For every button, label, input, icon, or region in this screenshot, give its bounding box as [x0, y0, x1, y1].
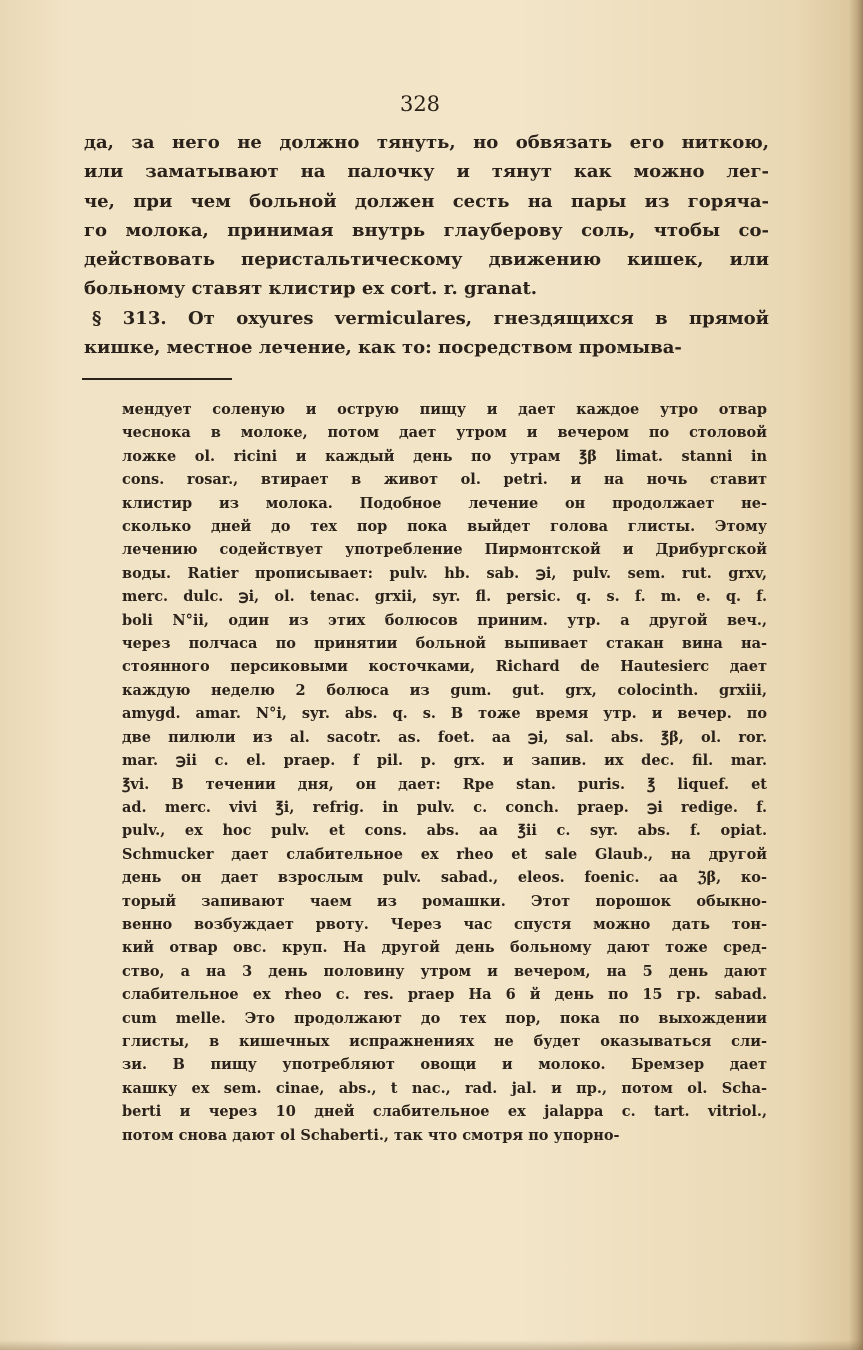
footnote-line: потом снова дают ol Schaberti., так что смотря по упорно- — [122, 1126, 620, 1144]
main-text-line: кишке, местное лечение, как то: посредством промыва- — [84, 337, 682, 359]
footnote-line: ство, а на 3 день половину утром и вечером, на 5 день дают — [122, 962, 767, 980]
footnote-line: зи. В пищу употребляют овощи и молоко. Бремзер дает — [122, 1056, 767, 1074]
footnote-line: Schmucker дает слабительное ex rheo et sale Glaub., на другой — [122, 845, 767, 863]
footnote-line: кий отвар овс. круп. На другой день больному дают тоже сред- — [122, 939, 767, 957]
footnote-line: cum melle. Это продолжают до тех пор, пока по выхождении — [122, 1009, 767, 1027]
main-text-line: че, при чем больной должен сесть на пары из горяча- — [84, 190, 769, 212]
footnote-line: клистир из молока. Подобное лечение он продолжает не- — [122, 494, 767, 512]
main-text-line: действовать перистальтическому движению кишек, или — [84, 249, 769, 271]
footnote-line: глисты, в кишечных испражнениях не будет оказываться сли- — [122, 1032, 767, 1050]
footnote-line: boli N°ii, один из этих болюсов приним. утр. а другой веч., — [122, 611, 767, 629]
footnote-line: merc. dulc. ℈i, ol. tenac. grxii, syr. fl. persic. q. s. f. m. e. q. f. — [122, 588, 767, 606]
main-text-line: или заматывают на палочку и тянут как можно лег- — [84, 161, 769, 183]
footnote-separator — [82, 378, 232, 380]
footnote-line: berti и через 10 дней слабительное ex jalappa c. tart. vitriol., — [122, 1103, 767, 1121]
footnote-line: чеснока в молоке, потом дает утром и вечером по столовой — [122, 424, 767, 442]
footnote-line: кашку ex sem. cinae, abs., t nac., rad. jal. и пр., потом ol. Scha- — [122, 1079, 767, 1097]
footnote-line: венно возбуждает рвоту. Через час спустя можно дать тон- — [122, 915, 767, 933]
footnote-line: mar. ℈ii c. el. praep. f pil. p. grx. и запив. их dec. fil. mar. — [122, 752, 767, 770]
footnote-line: каждую неделю 2 болюса из gum. gut. grx, colocinth. grxiii, — [122, 681, 767, 699]
footnote-line: amygd. amar. N°i, syr. abs. q. s. В тоже время утр. и вечер. по — [122, 705, 767, 723]
footnote-line: стоянного персиковыми косточками, Richard de Hautesierc дает — [122, 658, 767, 676]
footnote-line: ложке ol. ricini и каждый день по утрам ℥β limat. stanni in — [122, 447, 767, 465]
main-text-line: да, за него не должно тянуть, но обвязать его ниткою, — [84, 132, 769, 153]
main-text-line: § 313. От oxyures vermiculares, гнездящихся в прямой — [92, 307, 769, 329]
footnote-line: две пилюли из al. sacotr. as. foet. aa ℈i, sal. abs. ℥β, ol. ror. — [122, 728, 767, 746]
footnote-block — [122, 398, 767, 1147]
footnote-line: день он дает взрослым pulv. sabad., eleos. foenic. aa ℨβ, ко- — [122, 869, 767, 887]
page-number: 328 — [399, 92, 441, 116]
footnote-line: cons. rosar., втирает в живот ol. petri. и на ночь ставит — [122, 471, 767, 489]
footnote-line: мендует соленую и острую пищу и дает каждое утро отвар — [122, 401, 767, 418]
footnote-line: лечению содействует употребление Пирмонтской и Дрибургской — [122, 541, 767, 559]
footnote-line: ad. merc. vivi ℥i, refrig. in pulv. c. conch. praep. ℈i redige. f. — [122, 798, 767, 816]
main-text-line: больному ставят клистир ex cort. r. granat. — [84, 278, 538, 300]
footnote-line: ℥vi. В течении дня, он дает: Rpe stan. puris. ℥ liquef. et — [122, 775, 767, 793]
footnote-line: слабительное ex rheo c. res. praep На 6 й день по 15 гр. sabad. — [122, 986, 767, 1004]
footnote-line: воды. Ratier прописывает: pulv. hb. sab. ℈i, pulv. sem. rut. grxv, — [122, 564, 767, 582]
footnote-line: торый запивают чаем из ромашки. Этот порошок обыкно- — [122, 892, 767, 910]
main-text-block — [84, 128, 769, 362]
footnote-line: сколько дней до тех пор пока выйдет голова глисты. Этому — [122, 518, 767, 536]
footnote-line: через полчаса по принятии больной выпивает стакан вина на- — [122, 635, 767, 653]
page-bottom-shadow — [0, 1340, 863, 1350]
main-text-line: го молока, принимая внутрь глауберову соль, чтобы со- — [84, 219, 769, 241]
footnote-line: pulv., ex hoc pulv. et cons. abs. aa ℥ii c. syr. abs. f. opiat. — [122, 822, 767, 840]
page-edge-shadow — [849, 0, 863, 1350]
